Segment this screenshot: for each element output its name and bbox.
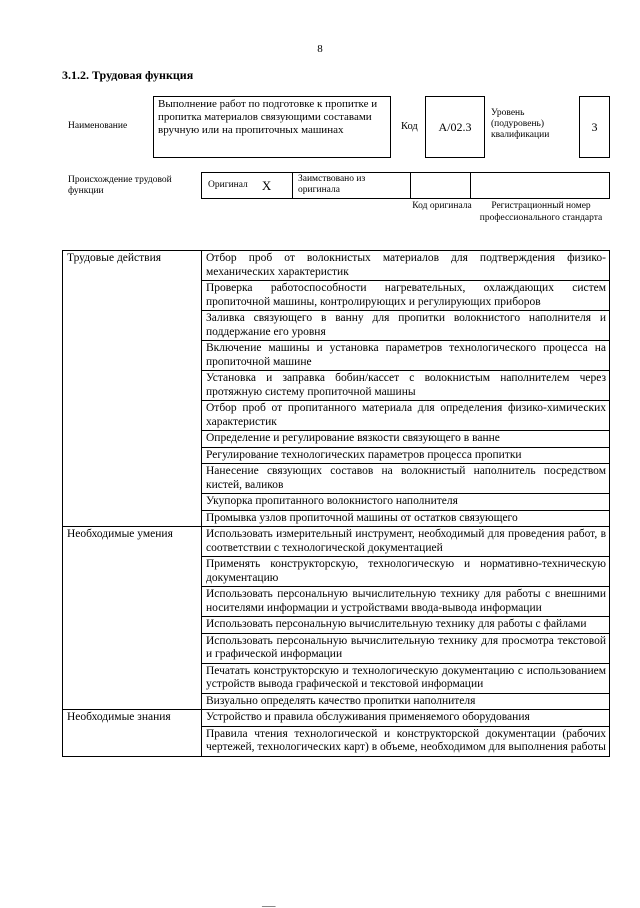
reg-number-cell [470, 172, 610, 199]
table-row [63, 341, 610, 371]
level-label: Уровень (подуровень) квалификации [491, 108, 550, 140]
reg-caption: Регистрационный номер профессионального стандарта [479, 201, 603, 223]
row-category [63, 431, 202, 448]
row-category [63, 693, 202, 710]
function-name-box: Выполнение работ по подготовке к пропитке и пропитка материалов связующими составами вручную или на пропиточных машинах [153, 96, 391, 158]
row-text: Установка и заправка бобин/кассет с волокнистым наполнителем через протяжную систему пропиточной машины [202, 371, 610, 401]
table-row [63, 251, 610, 281]
row-text: Использовать измерительный инструмент, необходимый для проведения работ, в соответствии с технологической документацией [202, 527, 610, 557]
table-row [63, 726, 610, 756]
row-category [63, 663, 202, 693]
row-category [63, 510, 202, 527]
row-text: Укупорка пропитанного волокнистого наполнителя [202, 494, 610, 511]
origin-row [201, 172, 610, 199]
name-label: Наименование [68, 121, 128, 131]
row-text: Промывка узлов пропиточной машины от остатков связующего [202, 510, 610, 527]
row-category [63, 587, 202, 617]
row-text: Нанесение связующих составов на волокнистый наполнитель посредством кистей, валиков [202, 464, 610, 494]
row-category [63, 464, 202, 494]
row-text: Визуально определять качество пропитки наполнителя [202, 693, 610, 710]
table-row [63, 693, 610, 710]
row-text: Определение и регулирование вязкости связующего в ванне [202, 431, 610, 448]
table-row [63, 557, 610, 587]
row-category: Необходимые знания [63, 710, 202, 727]
row-category [63, 494, 202, 511]
row-category [63, 371, 202, 401]
function-table [62, 250, 610, 757]
original-cell [201, 172, 293, 199]
table-row [63, 311, 610, 341]
row-text: Печатать конструкторскую и технологическую документацию с использованием устройств вывода графической и текстовой информации [202, 663, 610, 693]
row-category [63, 341, 202, 371]
table-row [63, 510, 610, 527]
original-label: Оригинал [208, 180, 248, 190]
section-title: 3.1.2. Трудовая функция [62, 68, 194, 82]
table-row [63, 281, 610, 311]
table-row [63, 710, 610, 727]
footer-mark: ___ [262, 898, 276, 908]
row-category [63, 557, 202, 587]
code-label: Код [401, 121, 418, 132]
row-category [63, 633, 202, 663]
row-text: Отбор проб от пропитанного материала для определения физико-химических характеристик [202, 401, 610, 431]
code-caption: Код оригинала [412, 201, 472, 211]
row-text: Применять конструкторскую, технологическую и нормативно-техническую документацию [202, 557, 610, 587]
table-row [63, 587, 610, 617]
row-category [63, 447, 202, 464]
level-value-box: 3 [579, 96, 610, 158]
row-text: Отбор проб от волокнистых материалов для подтверждения физико-механических характеристик [202, 251, 610, 281]
table-row [63, 401, 610, 431]
row-category [63, 311, 202, 341]
row-text: Заливка связующего в ванну для пропитки волокнистого наполнителя и поддержание его уровня [202, 311, 610, 341]
origin-code-cell [410, 172, 471, 199]
table-row [63, 633, 610, 663]
original-mark: X [261, 177, 272, 193]
code-value-box: A/02.3 [425, 96, 485, 158]
row-text: Правила чтения технологической и конструкторской документации (рабочих чертежей, технологических карт) в объеме, необходимом для выполнения работы [202, 726, 610, 756]
row-text: Проверка работоспособности нагревательных, охлаждающих систем пропиточной машины, контролирующих и регулирующих приборов [202, 281, 610, 311]
table-row [63, 494, 610, 511]
row-category: Трудовые действия [63, 251, 202, 281]
table-row [63, 447, 610, 464]
row-category: Необходимые умения [63, 527, 202, 557]
row-text: Использовать персональную вычислительную технику для работы с внешними носителями информации и устройствами ввода-вывода информации [202, 587, 610, 617]
row-category [63, 726, 202, 756]
table-row [63, 464, 610, 494]
row-category [63, 281, 202, 311]
borrowed-cell: Заимствовано из оригинала [292, 172, 411, 199]
table-row [63, 527, 610, 557]
origin-label: Происхождение трудовой функции [68, 175, 172, 196]
page-number: 8 [317, 43, 323, 55]
row-text: Включение машины и установка параметров технологического процесса на пропиточной машине [202, 341, 610, 371]
row-text: Устройство и правила обслуживания применяемого оборудования [202, 710, 610, 727]
row-text: Использовать персональную вычислительную технику для работы с файлами [202, 617, 610, 634]
row-text: Регулирование технологических параметров процесса пропитки [202, 447, 610, 464]
row-category [63, 401, 202, 431]
table-row [63, 371, 610, 401]
table-row [63, 617, 610, 634]
table-row [63, 431, 610, 448]
row-category [63, 617, 202, 634]
row-text: Использовать персональную вычислительную технику для просмотра текстовой и графической информации [202, 633, 610, 663]
table-row [63, 663, 610, 693]
